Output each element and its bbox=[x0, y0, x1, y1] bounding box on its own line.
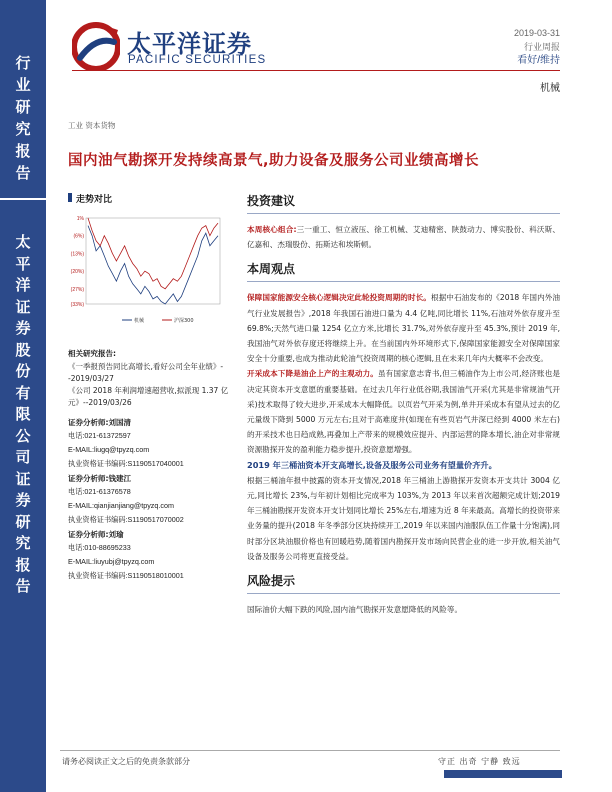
company-logo bbox=[72, 22, 282, 74]
analyst-role: 证券分析师: bbox=[68, 474, 109, 483]
view-text-2: 虽有国家意志背书,但三桶油作为上市公司,经济账也是决定其资本开支意愿的重要基础。在过去几年行业低谷期,我国油气开采(尤其是非常规油气开采)技术取得了较大进步,开采成本大幅降低。以页岩气开采为例,单井开采成本有望从过去的亿元量级下降到 5000 万元左右;且对于高难度井(如现在有些页岩气井深已经到 4000 米左右)的开采技术也日趋成熟,再叠加上产带来的规模效应提升、内部运营的降本增长,油企对非常规资源勘探开发的盈利能力稳步提升,投资意愿增强。 bbox=[247, 369, 561, 455]
analyst-name: 钱建江 bbox=[108, 474, 131, 483]
analyst-phone: 电话:010-88695233 bbox=[68, 543, 131, 552]
analyst-cert: 执业资格证书编码:S1190517070002 bbox=[68, 515, 184, 524]
risk-heading: 风险提示 bbox=[247, 574, 296, 589]
left-column bbox=[68, 348, 233, 583]
sidebar-report-type-char: 报 bbox=[15, 142, 31, 160]
invest-label: 本周核心组合: bbox=[247, 225, 297, 234]
sidebar-org-char: 证 bbox=[15, 297, 31, 316]
y-tick-label: 1% bbox=[76, 216, 84, 222]
section-rule bbox=[247, 213, 560, 214]
header-divider bbox=[72, 70, 560, 71]
sidebar-org-char: 券 bbox=[15, 319, 31, 337]
analyst-name: 刘国清 bbox=[108, 418, 131, 427]
sidebar-org-char: 洋 bbox=[15, 276, 31, 294]
y-tick-label: (33%) bbox=[70, 302, 84, 308]
sidebar-org-char: 究 bbox=[15, 534, 31, 552]
trend-chart-svg bbox=[62, 212, 226, 332]
sidebar-org-char: 股 bbox=[15, 340, 31, 359]
sidebar-report-type-char: 告 bbox=[15, 164, 31, 182]
logo-mark-icon bbox=[72, 22, 120, 70]
analyst-cert: 执业资格证书编码:S1190518010001 bbox=[68, 571, 184, 580]
legend-label: 沪深300 bbox=[174, 318, 194, 324]
analyst-email[interactable]: E-MAIL:liugq@tpyzq.com bbox=[68, 445, 150, 454]
invest-heading: 投资建议 bbox=[247, 194, 296, 208]
analyst-name: 刘瑜 bbox=[108, 530, 124, 539]
sidebar-org-char: 太 bbox=[15, 233, 31, 251]
sidebar-org-char: 报 bbox=[15, 555, 31, 574]
invest-body bbox=[247, 222, 560, 252]
sidebar-org-char: 份 bbox=[15, 362, 31, 380]
report-title: 国内油气勘探开发持续高景气,助力设备及服务公司业绩高增长 bbox=[68, 153, 480, 169]
invest-text: 三一重工、恒立液压、徐工机械、艾迪精密、陕鼓动力、博实股份、科沃斯、亿嘉和、杰瑞股份、拓斯达和埃斯顿。 bbox=[247, 225, 560, 250]
view-paragraph-3 bbox=[247, 458, 560, 564]
sidebar-org-char: 平 bbox=[15, 254, 31, 273]
sidebar-report-type-char: 研 bbox=[15, 98, 31, 116]
sidebar-report-type bbox=[0, 52, 46, 184]
sidebar-report-type-char: 业 bbox=[15, 76, 31, 94]
report-type: 行业周报 bbox=[523, 42, 560, 52]
sidebar-org-char: 券 bbox=[15, 491, 31, 509]
trend-title: 走势对比 bbox=[76, 195, 113, 205]
sidebar-org-char: 证 bbox=[15, 469, 31, 488]
risk-text: 国际油价大幅下跌的风险,国内油气勘探开发意愿降低的风险等。 bbox=[247, 605, 463, 615]
logo-en-text: PACIFIC SECURITIES bbox=[128, 54, 267, 66]
sidebar-report-type-char: 究 bbox=[15, 120, 31, 138]
view-lead-2: 开采成本下降是油企上产的主观动力。 bbox=[247, 369, 378, 379]
related-item[interactable]: 《公司 2018 年利润增速超营收,拟派现 1.37 亿元》--2019/03/26 bbox=[68, 386, 229, 407]
logo-cn-text: 太平洋证券 bbox=[127, 30, 252, 58]
related-heading: 相关研究报告: bbox=[68, 349, 116, 358]
analyst-phone: 电话:021-61376578 bbox=[68, 487, 131, 496]
view-heading: 本周观点 bbox=[247, 262, 296, 277]
analyst-block bbox=[68, 417, 233, 471]
industry-subtag: 工业 资本货物 bbox=[68, 121, 116, 130]
footer-disclaimer: 请务必阅读正文之后的免责条款部分 bbox=[62, 757, 190, 766]
left-sidebar bbox=[0, 0, 46, 792]
view-paragraph-1 bbox=[247, 290, 560, 366]
y-tick-label: (20%) bbox=[70, 269, 84, 276]
trend-chart bbox=[62, 212, 226, 332]
footer-bar bbox=[444, 770, 562, 778]
rating: 看好/维持 bbox=[517, 55, 560, 66]
sidebar-org-char: 研 bbox=[15, 512, 31, 531]
right-column bbox=[247, 192, 560, 617]
legend-label: 机械 bbox=[134, 318, 145, 324]
analyst-email[interactable]: E-MAIL:qianjianjiang@tpyzq.com bbox=[68, 501, 174, 510]
footer-slogan: 守正 出奇 宁静 致远 bbox=[438, 757, 521, 766]
section-rule bbox=[247, 593, 560, 594]
series-line-machinery bbox=[88, 226, 218, 304]
analyst-email[interactable]: E-MAIL:liuyubj@tpyzq.com bbox=[68, 557, 155, 566]
sidebar-org-char: 告 bbox=[15, 577, 31, 595]
analyst-role: 证券分析师: bbox=[68, 530, 109, 539]
analyst-cert: 执业资格证书编码:S1190517040001 bbox=[68, 459, 184, 468]
footer-divider bbox=[60, 750, 560, 751]
sidebar-org-char: 有 bbox=[15, 383, 31, 402]
analyst-phone: 电话:021-61372597 bbox=[68, 431, 131, 440]
report-date: 2019-03-31 bbox=[513, 28, 560, 38]
sector-label: 机械 bbox=[540, 83, 560, 94]
view-lead-1: 保障国家能源安全核心逻辑决定此轮投资周期的时长。 bbox=[247, 293, 431, 303]
analyst-block bbox=[68, 473, 233, 527]
sidebar-report-type-char: 行 bbox=[15, 54, 31, 72]
sidebar-org-name bbox=[0, 232, 46, 598]
view-paragraph-2 bbox=[247, 366, 560, 457]
view-text-3: 根据三桶油年报中披露的资本开支情况,2018 年三桶油上游勘探开发资本开支共计 3004 亿元,同比增长 23%,与年初计划相比完成率为 103%,为 2013 年以来首次超额完成计划;2019 年三桶油勘探开发资本开支计划同比增长 25%左右,增速为近 8 年来最高。高增长的投资带来业务量的提升(2018 年冬季部分区块持续开工,2019 年以来国内油服队伍工作量十分饱满),同时部分区块油服价格也有回暖趋势,随着国内勘探开发市场向民营企业的进一步开放,相关油气设备及服务公司将更直接受益。 bbox=[247, 475, 560, 561]
y-tick-label: (27%) bbox=[70, 286, 84, 293]
y-tick-label: (6%) bbox=[73, 233, 84, 240]
sidebar-org-char: 限 bbox=[15, 405, 31, 423]
sidebar-org-char: 司 bbox=[15, 448, 31, 466]
section-rule bbox=[247, 281, 560, 282]
sidebar-org-char: 公 bbox=[15, 426, 31, 445]
view-text-1: 根据中石油发布的《2018 年国内外油气行业发展报告》,2018 年我国石油进口量为 4.4 亿吨,同比增长 11%,石油对外依存度升至 69.8%;天然气进口量 1254 亿立方米,比增长 31.7%,对外依存度升至 45.3%,预计 2019 年,我国油气对外依存度还将继续上升。在当前国内外环境形式下,保障国家能源安全对保障国家安全十分重要,也成为推动此轮油气投资周期的核心逻辑,且在未来几年内大概率不会改变。 bbox=[247, 293, 560, 364]
header-meta bbox=[514, 26, 560, 68]
y-tick-label: (13%) bbox=[70, 251, 84, 258]
view-lead-3: 2019 年三桶油资本开支高增长,设备及服务公司业务有望量价齐升。 bbox=[247, 459, 497, 470]
analyst-block bbox=[68, 529, 233, 583]
analyst-role: 证券分析师: bbox=[68, 418, 109, 427]
related-item[interactable]: 《一季报预告同比高增长,看好公司全年业绩》--2019/03/27 bbox=[68, 362, 224, 383]
